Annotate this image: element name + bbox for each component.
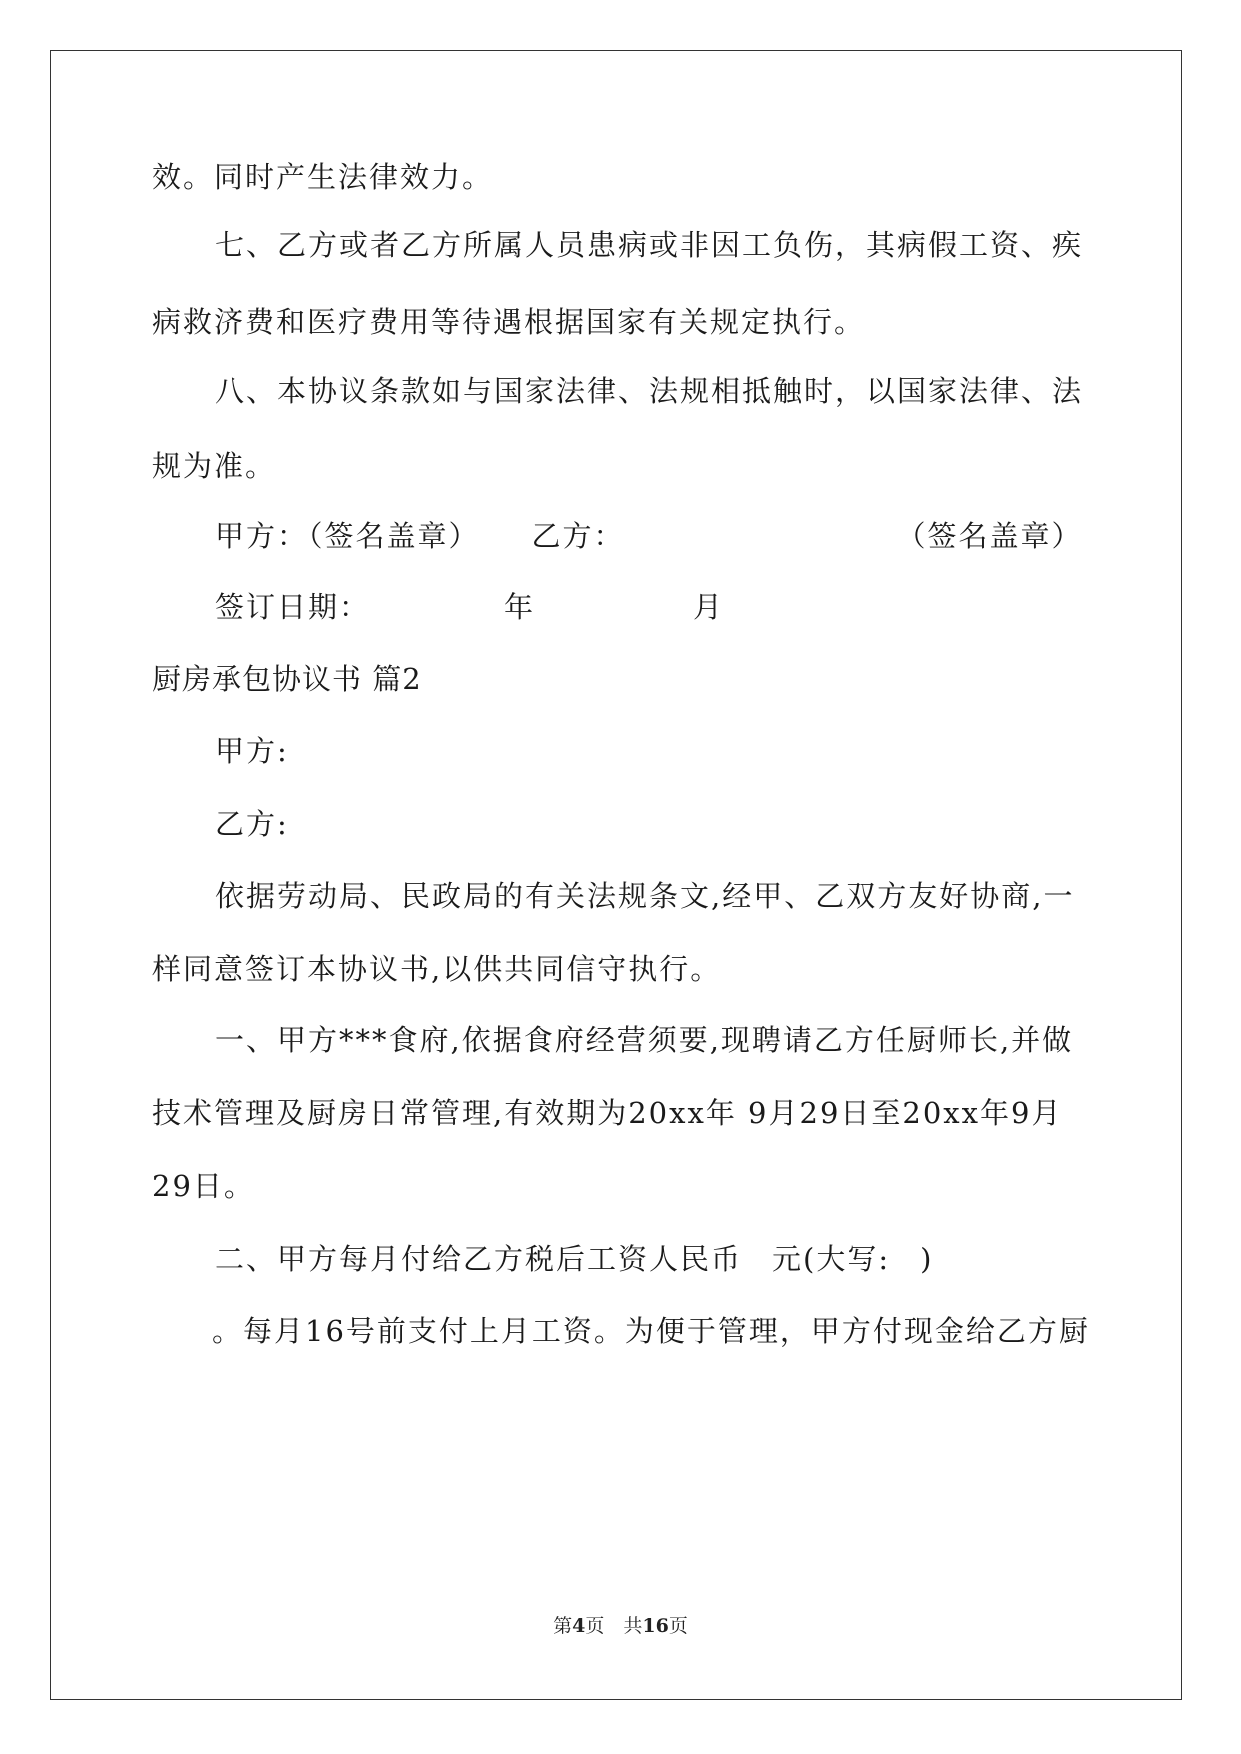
- page-border: [50, 50, 1182, 1700]
- text-line: 29日。: [152, 1169, 255, 1203]
- salary-amount-close: ): [920, 1242, 934, 1276]
- section-heading: 厨房承包协议书 篇2: [152, 662, 422, 696]
- text-line: 乙方:: [215, 807, 289, 841]
- text-line: 八、本协议条款如与国家法律、法规相抵触时，以国家法律、法: [215, 374, 1084, 408]
- salary-line: [215, 1239, 933, 1279]
- footer-mid: 页 共: [585, 1615, 643, 1637]
- text-line: 一、甲方***食府,依据食府经营须要,现聘请乙方任厨师长,并做: [215, 1023, 1074, 1057]
- text-line: 依据劳动局、民政局的有关法规条文,经甲、乙双方友好协商,一: [215, 879, 1075, 913]
- text-line: 规为准。: [152, 449, 277, 483]
- text-line: 七、乙方或者乙方所属人员患病或非因工负伤，其病假工资、疾: [215, 228, 1084, 262]
- footer-total-pages: 16: [642, 1615, 669, 1637]
- footer-page-number: 4: [572, 1615, 586, 1637]
- text-line: 技术管理及厨房日常管理,有效期为20xx年 9月29日至20xx年9月: [152, 1096, 1063, 1130]
- text-line: 甲方:: [215, 734, 289, 768]
- party-b-sign: （签名盖章）: [896, 519, 1083, 553]
- text-line: 效。同时产生法律效力。: [152, 160, 494, 194]
- footer-prefix: 第: [553, 1615, 573, 1637]
- month-label: 月: [693, 590, 725, 624]
- text-line: 样同意签订本协议书,以供共同信守执行。: [152, 952, 722, 986]
- party-a-sign: 甲方：（签名盖章）: [215, 519, 480, 553]
- sign-date-label: 签订日期：: [215, 590, 371, 624]
- text-line: 病救济费和医疗费用等待遇根据国家有关规定执行。: [152, 305, 866, 339]
- signature-line: [215, 516, 1083, 556]
- text-line: 。每月16号前支付上月工资。为便于管理，甲方付现金给乙方厨: [212, 1314, 1090, 1348]
- page-footer: [0, 1613, 1241, 1639]
- salary-amount-label: 元(大写:: [772, 1242, 891, 1276]
- salary-text: 二、甲方每月付给乙方税后工资人民币: [215, 1242, 743, 1276]
- party-b-label: 乙方：: [531, 519, 625, 553]
- footer-suffix: 页: [668, 1615, 688, 1637]
- year-label: 年: [504, 590, 536, 624]
- sign-date-line: [215, 587, 724, 627]
